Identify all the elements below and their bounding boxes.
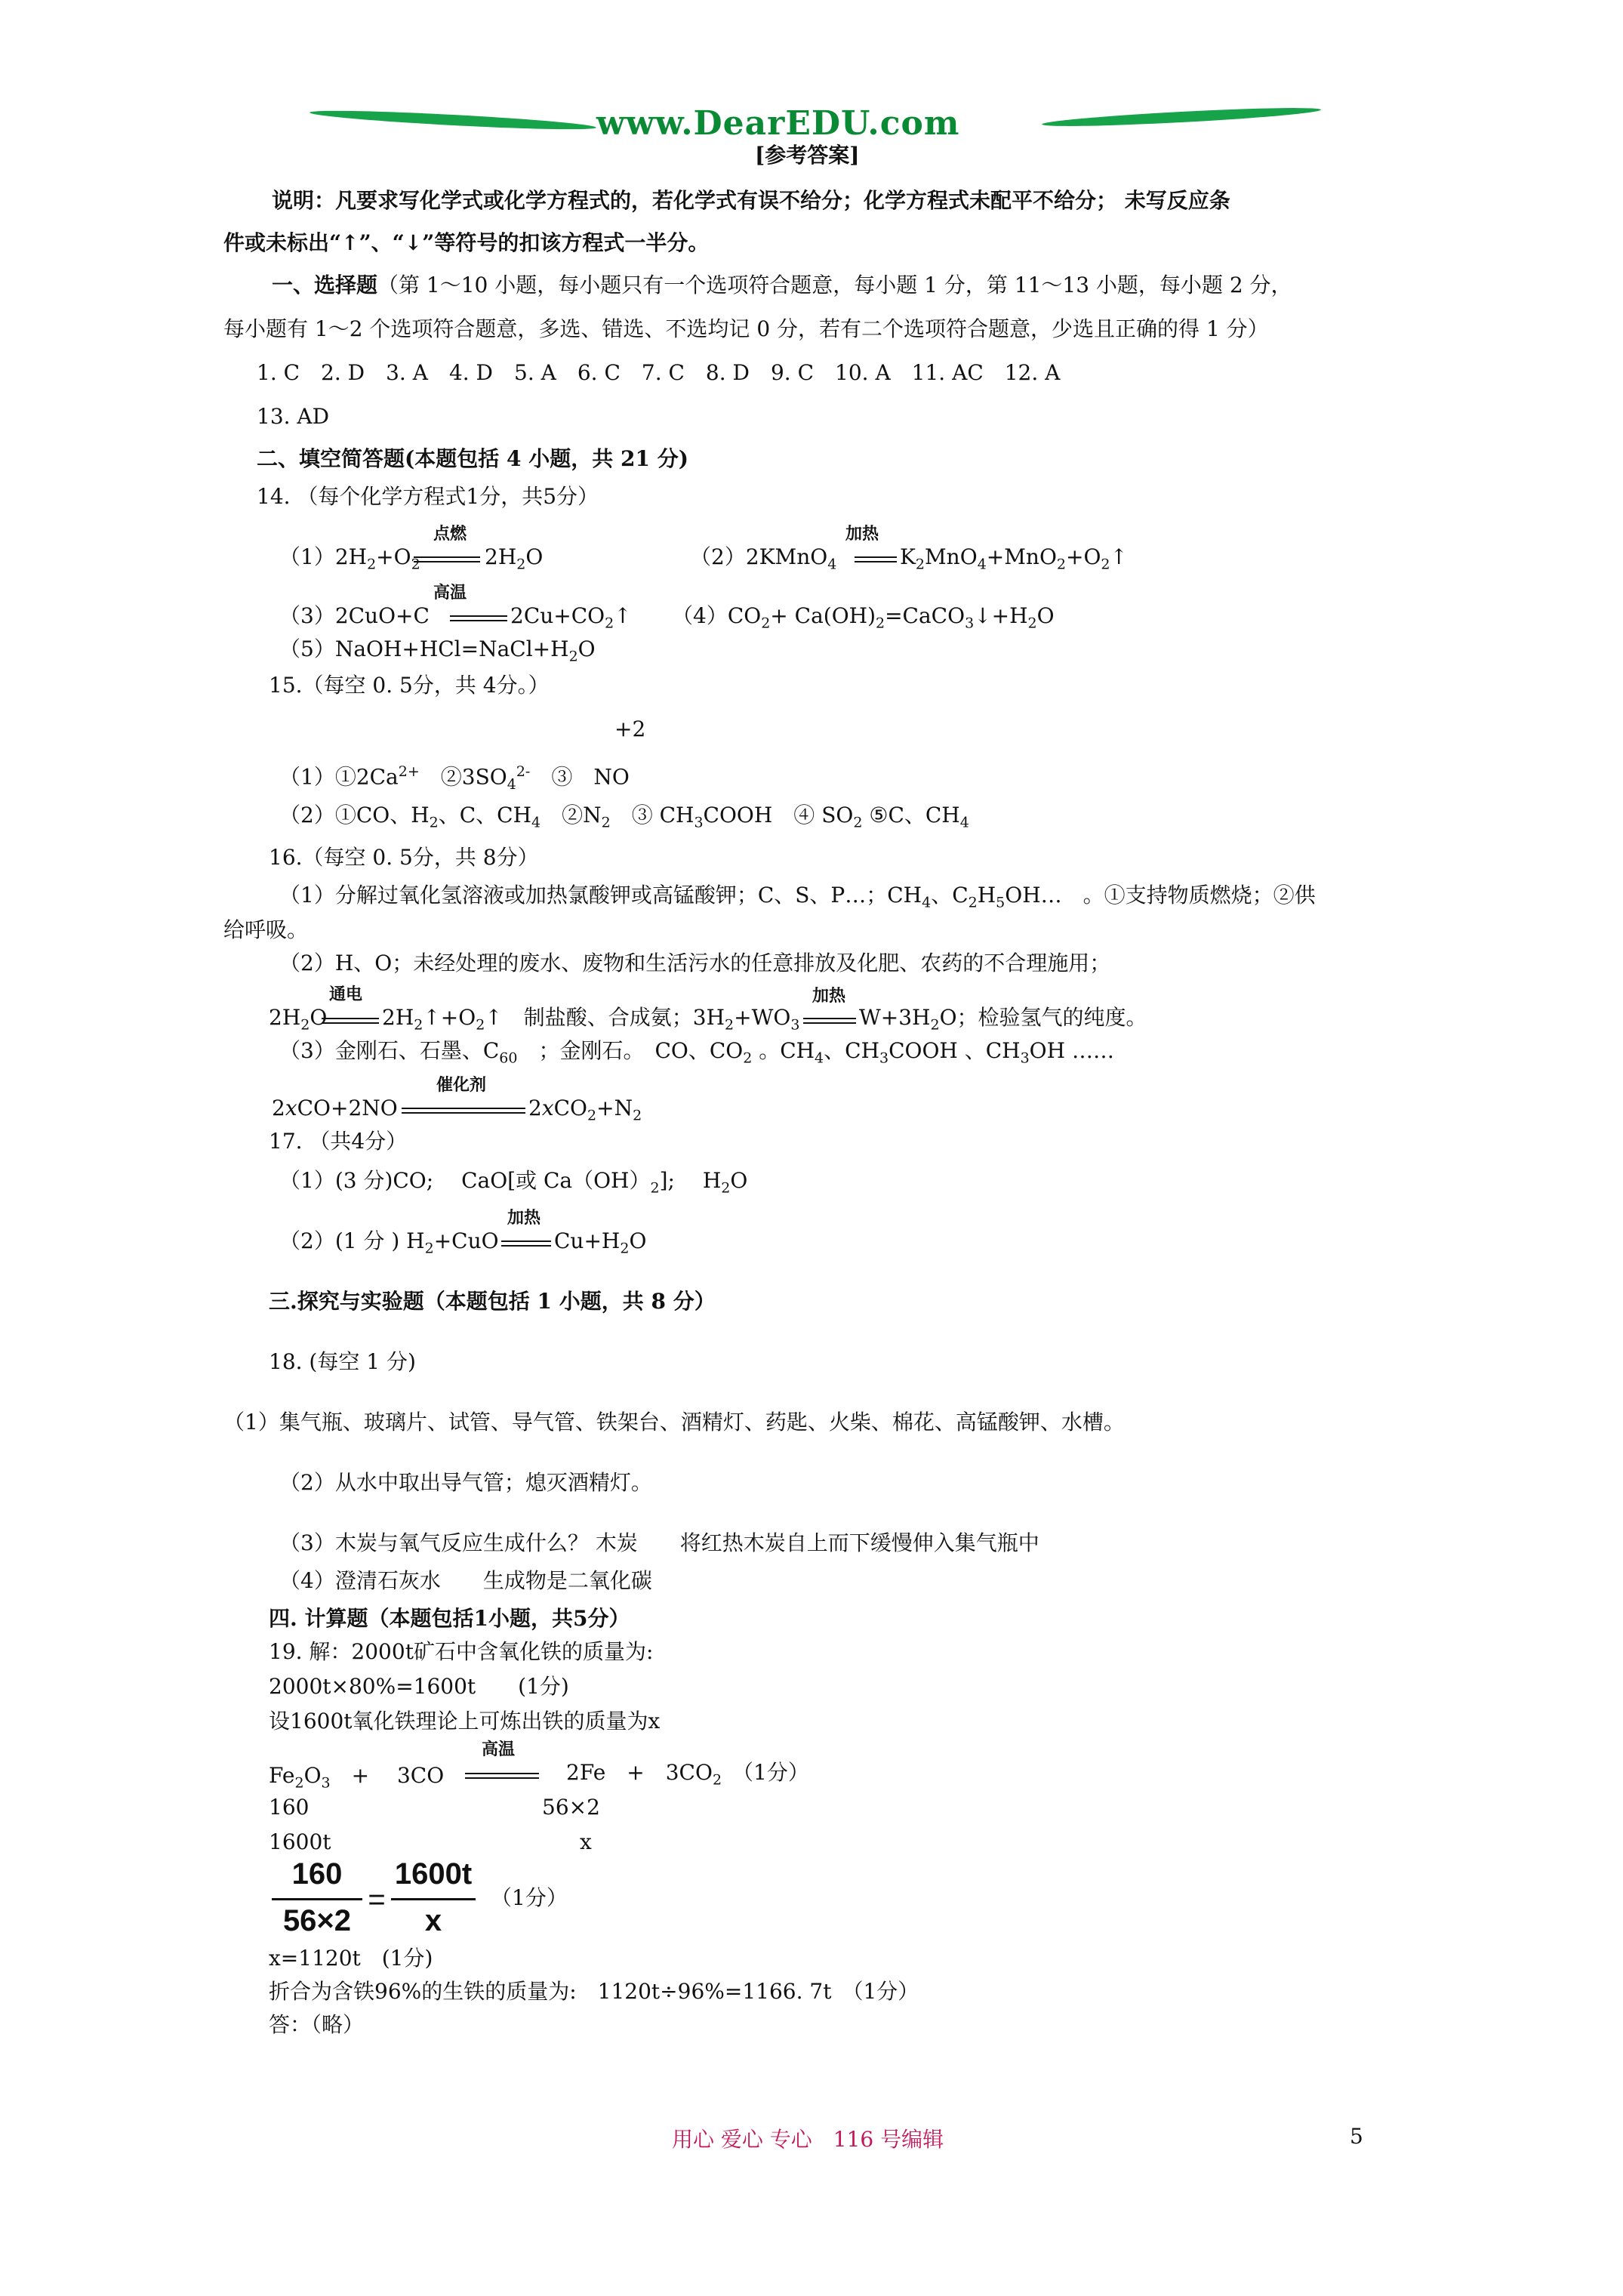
calc-line-pig-iron: 折合为含铁96%的生铁的质量为: 1120t÷96%=1166. 7t （1分） bbox=[269, 1979, 919, 2004]
q15-1-answer: $(1)①2Ca^{2+}$ $②3SO_4^{2-}$ ③ NO bbox=[279, 763, 630, 793]
q14-2-reactant: （2）2KMnO$_4$ bbox=[690, 544, 837, 573]
q16-3-line: （3）金刚石、石墨、$C_{60}$ ；金刚石。 CO、$CO_2$ 。$CH_4$、$CH_3COOH$ 、$CH_3OH$ …… bbox=[279, 1038, 1114, 1067]
calc-answer: 答：（略） bbox=[269, 2012, 365, 2037]
fraction-left-denominator: 56×2 bbox=[282, 1904, 352, 1937]
q14-5-equation: $(5)NaOH+HCl=NaCl+H_2O$ bbox=[279, 636, 596, 665]
calc-line-2: 2000t×80%=1600t (1分) bbox=[269, 1674, 569, 1699]
calc-mass-160: 160 bbox=[269, 1795, 310, 1820]
q16-2-tail: $W+3H_2O$；检验氢气的纯度。 bbox=[859, 1005, 1147, 1034]
fraction-right-numerator: 1600t bbox=[394, 1857, 473, 1891]
page-number: 5 bbox=[1350, 2124, 1363, 2149]
fraction-equals: = bbox=[368, 1883, 386, 1916]
q17-2-reactant: （2）(1 分 ) $H_2+CuO$ bbox=[279, 1228, 499, 1257]
calc-line-x: x=1120t (1分) bbox=[269, 1946, 433, 1971]
section1-heading-line bbox=[272, 272, 1292, 299]
q14-2-condition: 加热 bbox=[845, 525, 879, 544]
q16-heating-equal-sign bbox=[803, 1018, 856, 1024]
q18-1-answer: （1）集气瓶、玻璃片、试管、导气管、铁架台、酒精灯、药匙、火柴、棉花、高锰酸钾、水槽。 bbox=[223, 1410, 1125, 1435]
section3-heading: 三.探究与实验题（本题包括 1 小题，共 8 分） bbox=[269, 1289, 716, 1314]
calc-condition: 高温 bbox=[482, 1740, 516, 1759]
section1-heading: 一、选择题 bbox=[272, 273, 378, 297]
fraction-score: （1分） bbox=[491, 1885, 568, 1910]
q16-2-line: （2）H、O；未经处理的废水、废物和生活污水的任意排放及化肥、农药的不合理施用； bbox=[279, 951, 1111, 975]
site-logo-text[interactable]: www.DearEDU.com bbox=[596, 104, 960, 143]
q14-1-product: $2H_2O$ bbox=[485, 544, 544, 573]
note-line-1: 说明：凡要求写化学式或化学方程式的，若化学式有误不给分；化学方程式未配平不给分； 未写反应条 bbox=[272, 188, 1230, 213]
section1-desc-2: 每小题有 1～2 个选项符合题意，多选、错选、不选均记 0 分，若有二个选项符合题意，少选且正确的得 1 分） bbox=[223, 316, 1269, 341]
calc-mass-x: x bbox=[580, 1829, 592, 1854]
note-line-2: 件或未标出“↑”、“↓”等符号的扣该方程式一半分。 bbox=[223, 230, 710, 255]
q14-1-equation: $(1)2H_2+O_2$ bbox=[279, 544, 420, 573]
q17-equal-sign bbox=[501, 1240, 551, 1247]
q16-catalyst-equal-sign bbox=[402, 1108, 525, 1114]
answer-title: [参考答案] bbox=[755, 143, 860, 168]
q17-2-product: $Cu+H_2O$ bbox=[554, 1228, 647, 1257]
calc-products: 2Fe + $3CO_2$ （1分） bbox=[566, 1760, 809, 1789]
q16-electrolysis-equal-sign bbox=[322, 1018, 379, 1024]
q16-electrolysis-condition: 通电 bbox=[329, 985, 363, 1004]
q14-3-product: $2Cu+CO_2↑$ bbox=[510, 603, 632, 632]
q18-4-answer: （4）澄清石灰水 生成物是二氧化碳 bbox=[279, 1568, 652, 1593]
section1-answers-2: 13. AD bbox=[257, 404, 330, 429]
right-swoosh-icon bbox=[1042, 104, 1321, 129]
calc-line-1: 19. 解：2000t矿石中含氧化铁的质量为: bbox=[269, 1639, 654, 1664]
calc-reactants: $Fe_2O_3$ + 3CO bbox=[269, 1763, 445, 1792]
q15-title: 15.（每空 0. 5分，共 4分。） bbox=[269, 673, 550, 698]
q16-catalyst-reactant: 2xCO+2NO bbox=[272, 1096, 398, 1120]
q15-2-answer: （2）①CO、$H_2$、C、$CH_4$ $②N_2$ ③ $CH_3COOH$ ④ $SO_2$ ⑤C、$CH_4$ bbox=[279, 803, 969, 831]
q14-4-equation: $(4)CO_2+$ $Ca(OH)_2=CaCO_3↓+H_2O$ bbox=[672, 603, 1055, 632]
q18-2-answer: （2）从水中取出导气管；熄灭酒精灯。 bbox=[279, 1470, 652, 1495]
q16-2-equations: $2H_2↑+O_2↑$ 制盐酸、合成氨；$3H_2+WO_3$ bbox=[382, 1005, 800, 1034]
q14-1-equal-sign bbox=[414, 556, 480, 562]
section1-desc-1: （第 1～10 小题，每小题只有一个选项符合题意，每小题 1 分，第 11～13 小题，每小题 2 分， bbox=[377, 273, 1292, 297]
q14-3-condition: 高温 bbox=[433, 584, 467, 603]
q16-title: 16.（每空 0. 5分，共 8分） bbox=[269, 845, 539, 870]
fraction-right-denominator: x bbox=[424, 1904, 442, 1937]
q16-electrolysis-reactant: $2H_2O$ bbox=[269, 1005, 328, 1034]
calc-line-3: 设1600t氧化铁理论上可炼出铁的质量为x bbox=[269, 1709, 661, 1734]
left-swoosh-icon bbox=[310, 107, 596, 133]
fraction-right-line bbox=[391, 1898, 476, 1900]
fraction-left-line bbox=[272, 1898, 362, 1900]
calc-equal-sign bbox=[465, 1773, 539, 1779]
q14-title: 14. （每个化学方程式1分，共5分） bbox=[257, 484, 599, 509]
q14-2-equal-sign bbox=[855, 556, 897, 562]
q15-valence-mark: +2 bbox=[614, 717, 646, 741]
q18-3-answer: （3）木炭与氧气反应生成什么？ 木炭 将红热木炭自上而下缓慢伸入集气瓶中 bbox=[279, 1530, 1039, 1555]
q14-3-reactant: （3）2CuO+C bbox=[279, 603, 430, 628]
q14-3-equal-sign bbox=[450, 615, 507, 621]
q18-title: 18. (每空 1 分) bbox=[269, 1349, 416, 1374]
q16-catalyst-condition: 催化剂 bbox=[436, 1076, 487, 1095]
section1-answers-1: 1. C 2. D 3. A 4. D 5. A 6. C 7. C 8. D 9. C 10. A 11. AC 12. A bbox=[257, 360, 1061, 385]
section2-heading: 二、填空简答题(本题包括 4 小题，共 21 分) bbox=[257, 446, 688, 471]
footer-text: 用心 爱心 专心 116 号编辑 bbox=[672, 2127, 944, 2152]
q17-title: 17. （共4分） bbox=[269, 1129, 408, 1154]
calc-mass-1600t: 1600t bbox=[269, 1829, 331, 1854]
q16-1-cont: 给呼吸。 bbox=[223, 917, 309, 942]
q17-condition: 加热 bbox=[507, 1209, 541, 1228]
fraction-left-numerator: 160 bbox=[291, 1857, 343, 1891]
q16-catalyst-product: $2xCO_2+N_2$ bbox=[528, 1096, 642, 1124]
q17-1-answer: （1）(3 分)CO; CaO[或 $Ca(OH)_2$]; $H_2O$ bbox=[279, 1168, 748, 1197]
q16-heating-condition: 加热 bbox=[812, 987, 846, 1006]
q16-1-line: （1）分解过氧化氢溶液或加热氯酸钾或高锰酸钾；C、S、P…；$CH_4$、$C_2H_5OH\dots$ 。①支持物质燃烧；②供 bbox=[279, 883, 1316, 911]
section4-heading: 四. 计算题（本题包括1小题，共5分） bbox=[269, 1606, 630, 1631]
calc-mass-112: 56×2 bbox=[542, 1795, 600, 1820]
q14-2-product: $K_2MnO_4+MnO_2+O_2↑$ bbox=[900, 544, 1128, 573]
q14-1-condition: 点燃 bbox=[433, 525, 467, 544]
